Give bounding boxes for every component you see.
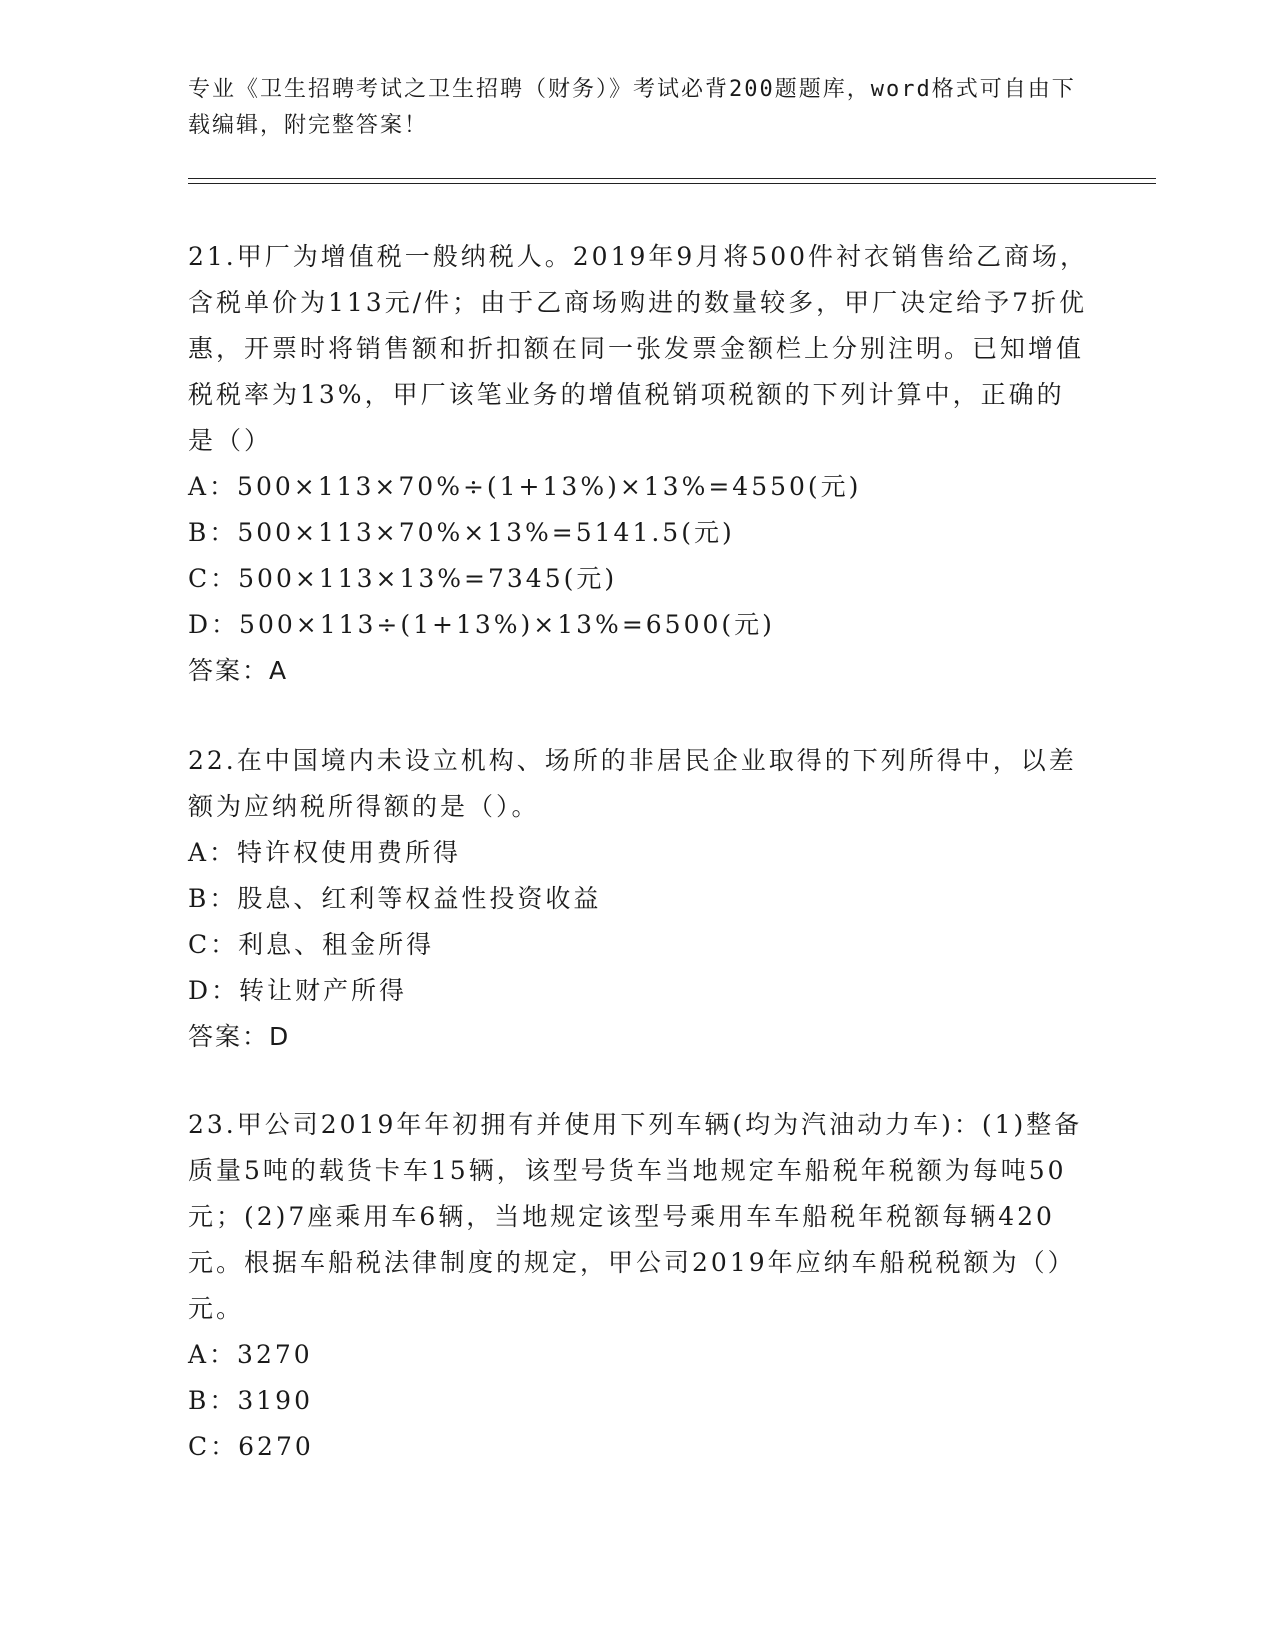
option-a: A：3270 [188,1340,313,1369]
option-b: B：3190 [188,1386,313,1415]
option-c: C：500×113×13%=7345(元) [188,564,618,593]
option-d: D：500×113÷(1+13%)×13%=6500(元) [188,610,775,639]
question-23 [188,1102,1088,1470]
header-title: 专业《卫生招聘考试之卫生招聘（财务）》考试必背200题题库，word格式可自由下载编辑，附完整答案！ [188,77,1076,138]
answer: 答案：D [188,1022,291,1051]
option-d: D：转让财产所得 [188,976,408,1005]
answer: 答案：A [188,656,289,685]
option-c: C：利息、租金所得 [188,930,435,959]
question-text: 21.甲厂为增值税一般纳税人。2019年9月将500件衬衣销售给乙商场，含税单价为113元/件；由于乙商场购进的数量较多，甲厂决定给予7折优惠，开票时将销售额和折扣额在同一张发票金额栏上分别注明。已知增值税税率为13%，甲厂该笔业务的增值税销项税额的下列计算中，正确的是（） [188,242,1089,455]
option-a: A：500×113×70%÷(1+13%)×13%=4550(元) [188,472,862,501]
header-divider-bottom [188,183,1156,184]
question-text: 22.在中国境内未设立机构、场所的非居民企业取得的下列所得中，以差额为应纳税所得额的是（）。 [188,746,1077,821]
option-a: A：特许权使用费所得 [188,838,462,867]
option-b: B：500×113×70%×13%=5141.5(元) [188,518,735,547]
header-divider-top [188,178,1156,179]
option-b: B：股息、红利等权益性投资收益 [188,884,602,913]
option-c: C：6270 [188,1432,314,1461]
question-22 [188,738,1088,1060]
document-header [188,72,1078,144]
question-text: 23.甲公司2019年年初拥有并使用下列车辆(均为汽油动力车)：(1)整备质量5吨的载货卡车15辆，该型号货车当地规定车船税年税额为每吨50元；(2)7座乘用车6辆，当地规定该型号乘用车车船税年税额每辆420元。根据车船税法律制度的规定，甲公司2019年应纳车船税税额为（）元。 [188,1110,1083,1323]
question-21 [188,234,1088,694]
